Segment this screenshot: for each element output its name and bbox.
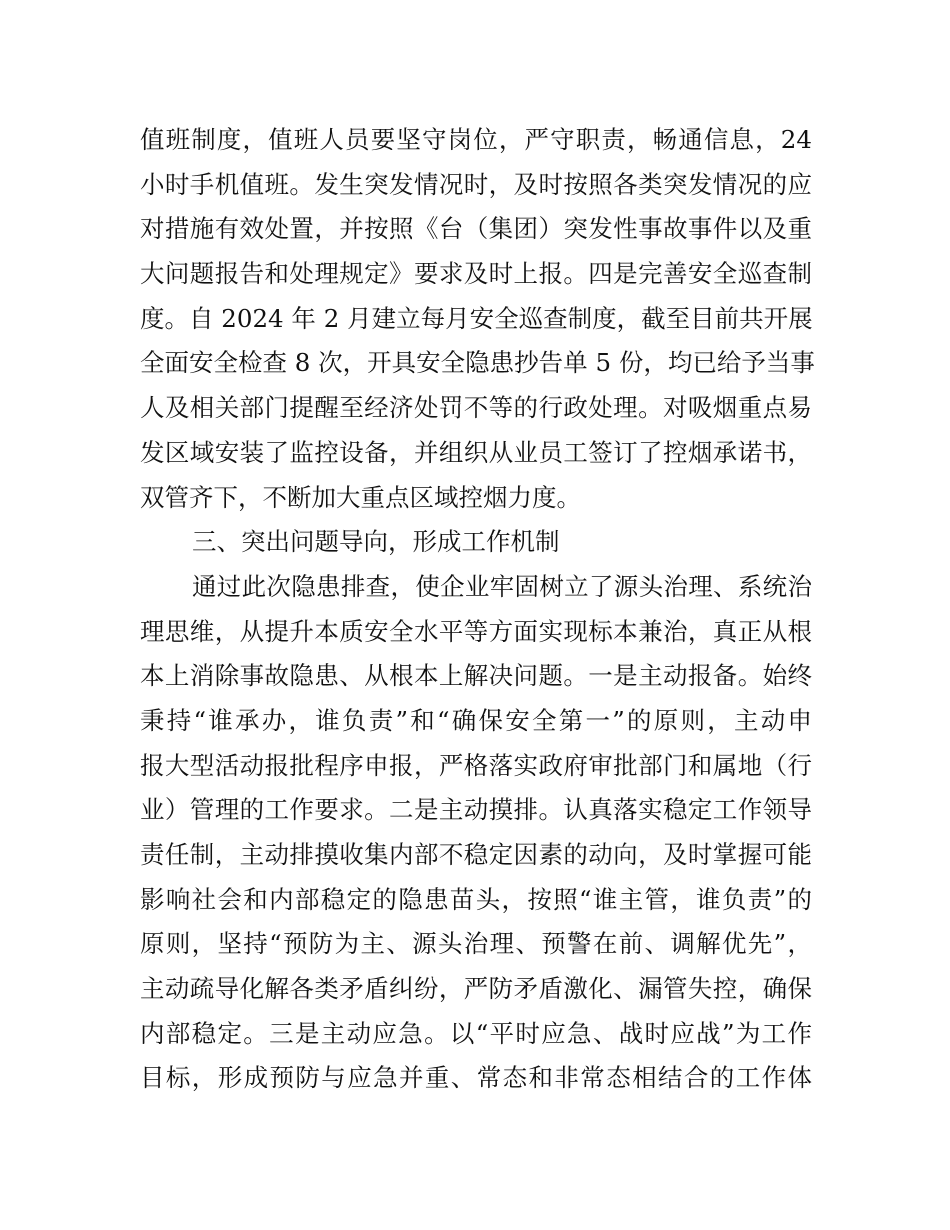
text-line: 报大型活动报批程序申报，严格落实政府审批部门和属地（行 [140, 750, 812, 780]
text-line: 值班制度，值班人员要坚守岗位，严守职责，畅通信息，24 [140, 125, 812, 154]
text-line: 对措施有效处置，并按照《台（集团）突发性事故事件以及重 [140, 214, 812, 244]
text-line: 理思维，从提升本质安全水平等方面实现标本兼治，真正从根 [140, 616, 812, 646]
text-line: 主动疏导化解各类矛盾纠纷，严防矛盾激化、漏管失控，确保 [140, 974, 812, 1004]
text-line: 内部稳定。三是主动应急。以“平时应急、战时应战”为工作 [140, 1018, 812, 1048]
text-line: 全面安全检查 8 次，开具安全隐患抄告单 5 份，均已给予当事 [140, 348, 815, 378]
paragraph-safety-inspection [140, 118, 815, 520]
text-line: 影响社会和内部稳定的隐患苗头，按照“谁主管，谁负责”的 [140, 884, 812, 914]
text-line: 小时手机值班。发生突发情况时，及时按照各类突发情况的应 [140, 169, 812, 199]
text-line: 目标，形成预防与应急并重、常态和非常态相结合的工作体 [140, 1063, 812, 1093]
text-line: 度。自 2024 年 2 月建立每月安全巡查制度，截至目前共开展 [140, 303, 813, 333]
text-line: 责任制，主动排摸收集内部不稳定因素的动向，及时掌握可能 [140, 840, 812, 869]
text-line: 本上消除事故隐患、从根本上解决问题。一是主动报备。始终 [140, 661, 812, 691]
document-body [140, 118, 815, 1101]
text-line: 大问题报告和处理规定》要求及时上报。四是完善安全巡查制 [140, 259, 812, 289]
text-line: 人及相关部门提醒至经济处罚不等的行政处理。对吸烟重点易 [140, 393, 812, 423]
section-heading: 三、突出问题导向，形成工作机制 [192, 527, 560, 557]
text-line: 业）管理的工作要求。二是主动摸排。认真落实稳定工作领导 [140, 795, 812, 825]
text-line: 双管齐下，不断加大重点区域控烟力度。 [140, 482, 581, 512]
text-line: 通过此次隐患排查，使企业牢固树立了源头治理、系统治 [192, 571, 812, 601]
text-line: 原则，坚持“预防为主、源头治理、预警在前、调解优先”， [140, 929, 812, 959]
text-line: 发区域安装了监控设备，并组织从业员工签订了控烟承诺书， [140, 437, 812, 467]
text-line: 秉持“谁承办，谁负责”和“确保安全第一”的原则，主动申 [140, 705, 812, 735]
paragraph-work-mechanism [140, 565, 812, 1101]
